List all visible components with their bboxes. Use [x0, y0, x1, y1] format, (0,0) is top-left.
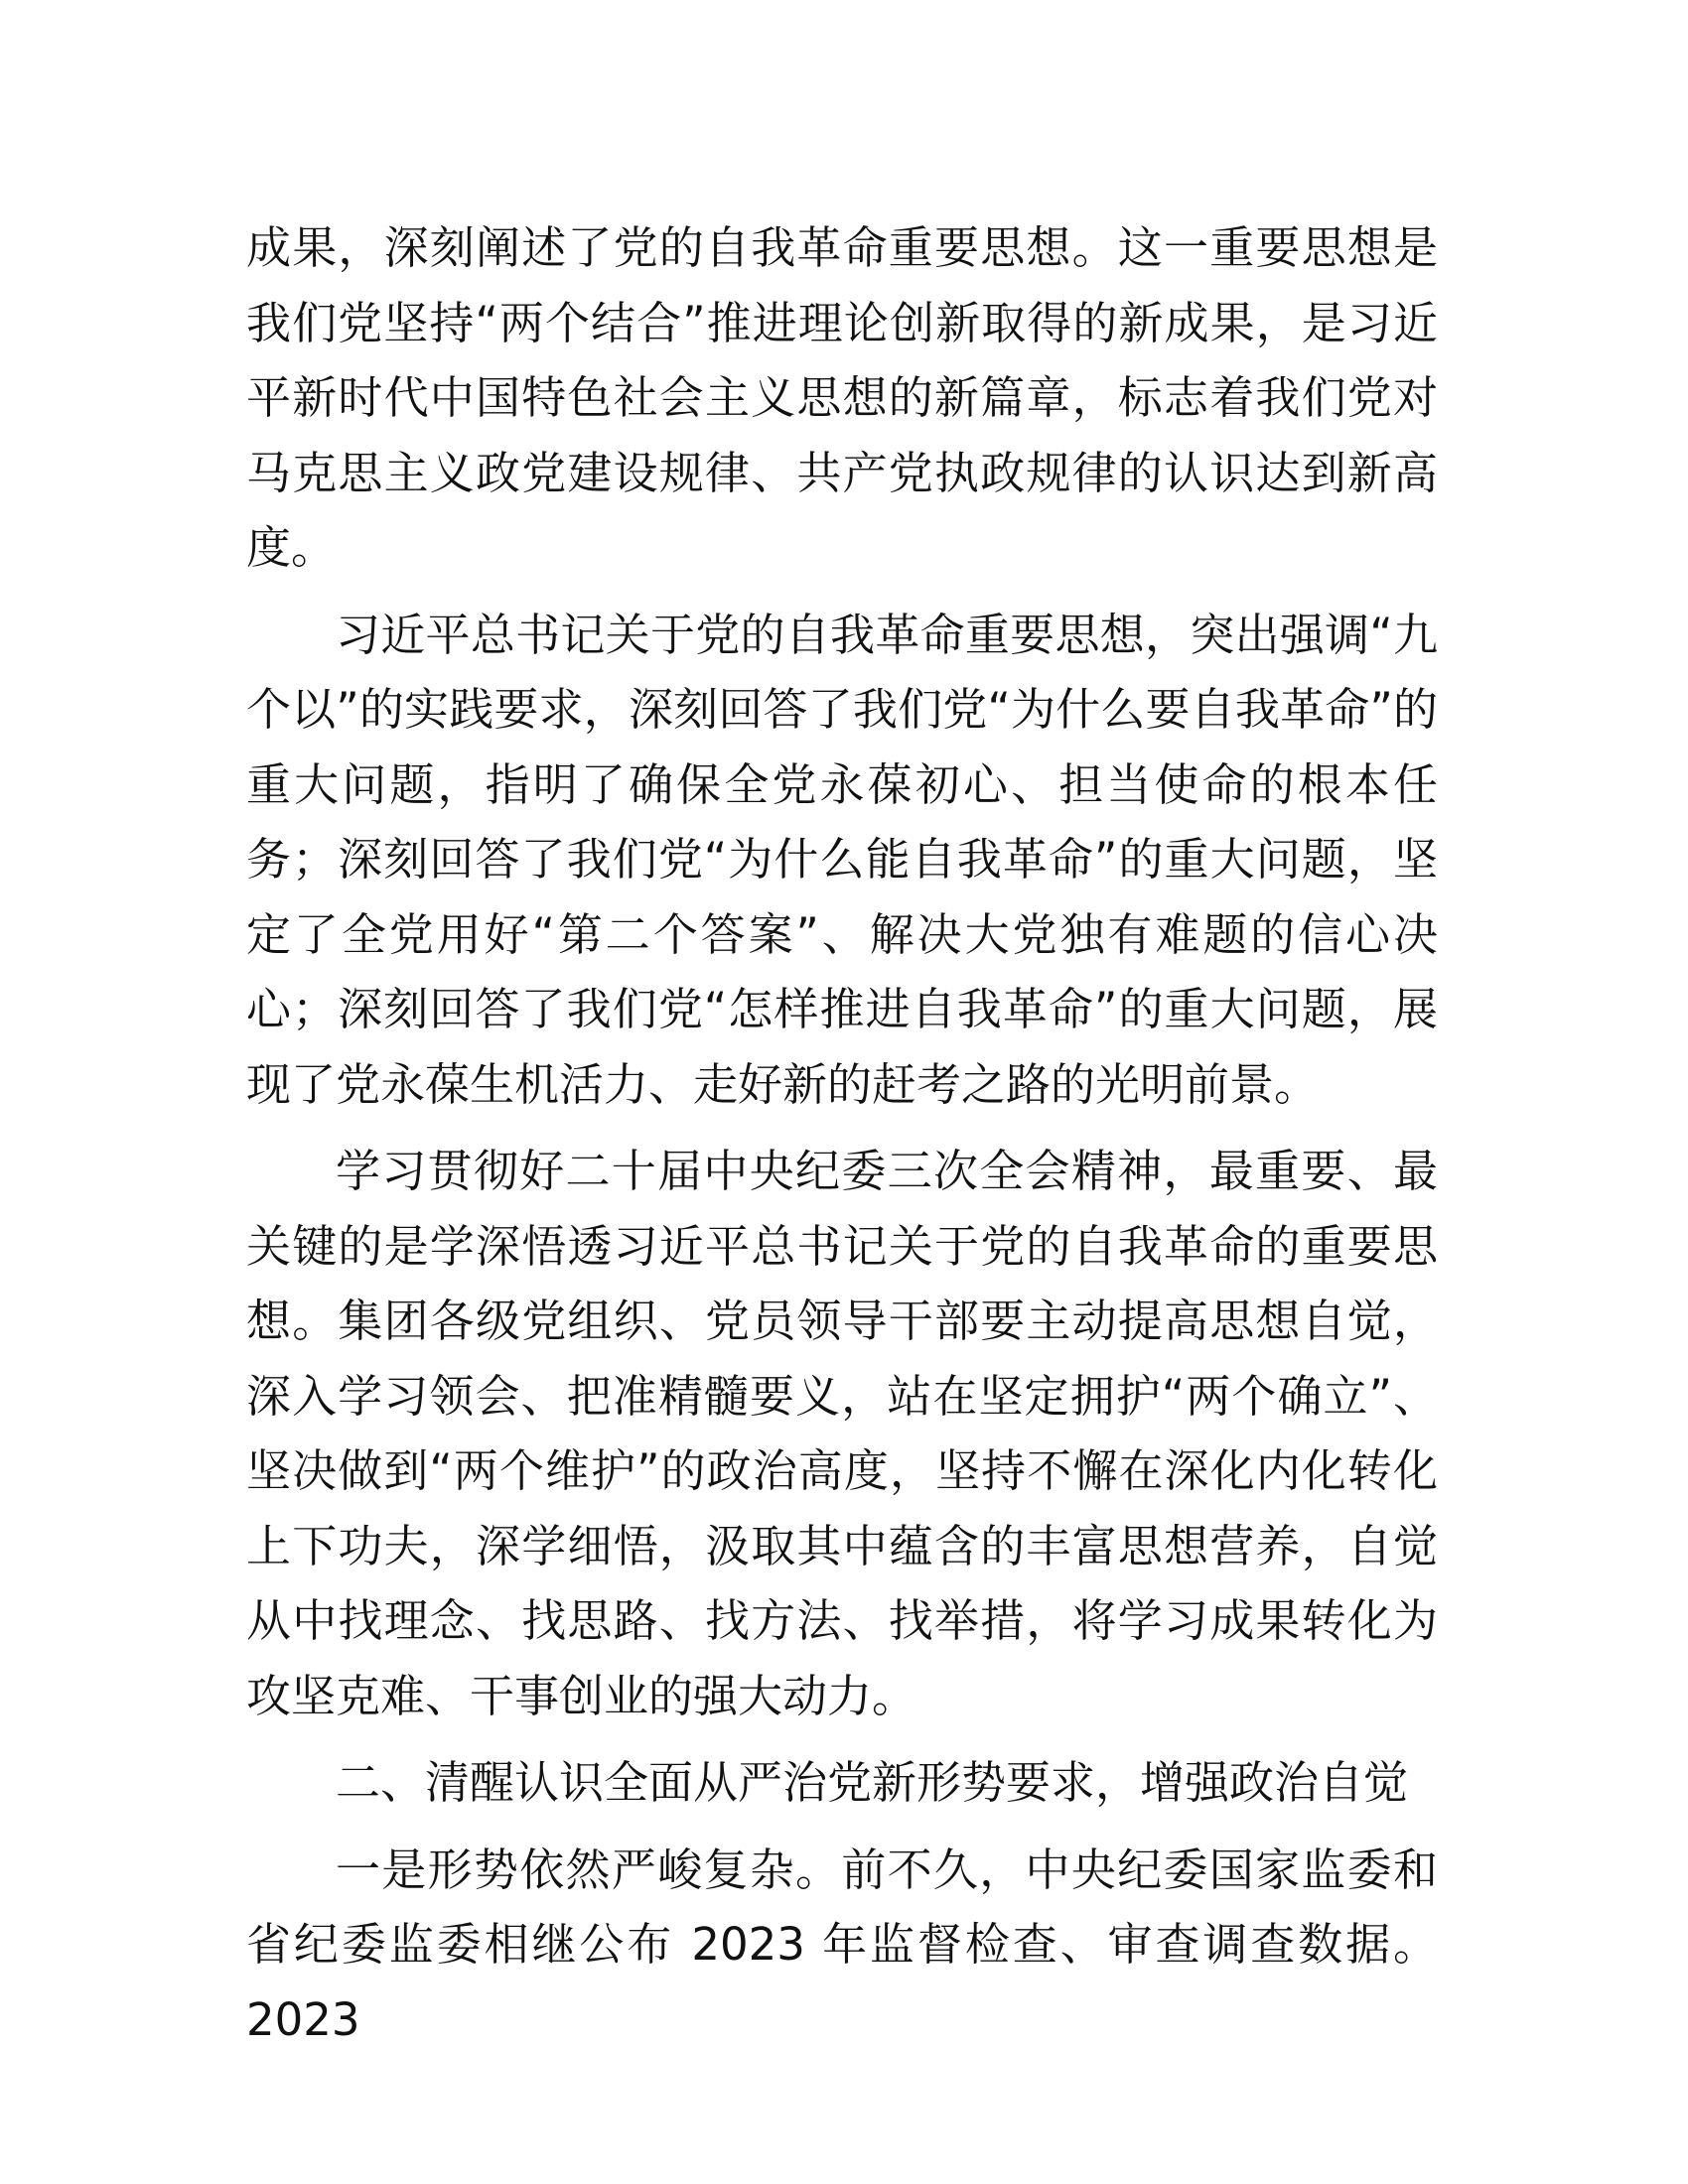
paragraph-continuation: 成果，深刻阐述了党的自我革命重要思想。这一重要思想是我们党坚持“两个结合”推进理论创新取得的新成果，是习近平新时代中国特色社会主义思想的新篇章，标志着我们党对马克思主义政党建设规律、共产党执政规律的认识达到新高度。	[246, 221, 1438, 574]
paragraph-jiu-ge-yi: 习近平总书记关于党的自我革命重要思想，突出强调“九个以”的实践要求，深刻回答了我们党“为什么要自我革命”的重大问题，指明了确保全党永葆初心、担当使命的根本任务；深刻回答了我们党“为什么能自我革命”的重大问题，坚定了全党用好“第二个答案”、解决大党独有难题的信心决心；深刻回答了我们党“怎样推进自我革命”的重大问题，展现了党永葆生机活力、走好新的赶考之路的光明前景。	[246, 608, 1438, 1111]
document-body	[246, 210, 1438, 2069]
paragraph-xuexi-guanche: 学习贯彻好二十届中央纪委三次全会精神，最重要、最关键的是学深悟透习近平总书记关于党的自我革命的重要思想。集团各级党组织、党员领导干部要主动提高思想自觉，深入学习领会、把准精髓要义，站在坚定拥护“两个确立”、坚决做到“两个维护”的政治高度，坚持不懈在深化内化转化上下功夫，深学细悟，汲取其中蕴含的丰富思想营养，自觉从中找理念、找思路、找方法、找举措，将学习成果转化为攻坚克难、干事创业的强大动力。	[246, 1145, 1438, 1722]
paragraph-xingshi: 一是形势依然严峻复杂。前不久，中央纪委国家监委和省纪委监委相继公布 2023 年监督检查、审查调查数据。2023	[246, 1843, 1438, 2046]
section-heading: 二、清醒认识全面从严治党新形势要求，增强政治自觉	[336, 1756, 1409, 1809]
